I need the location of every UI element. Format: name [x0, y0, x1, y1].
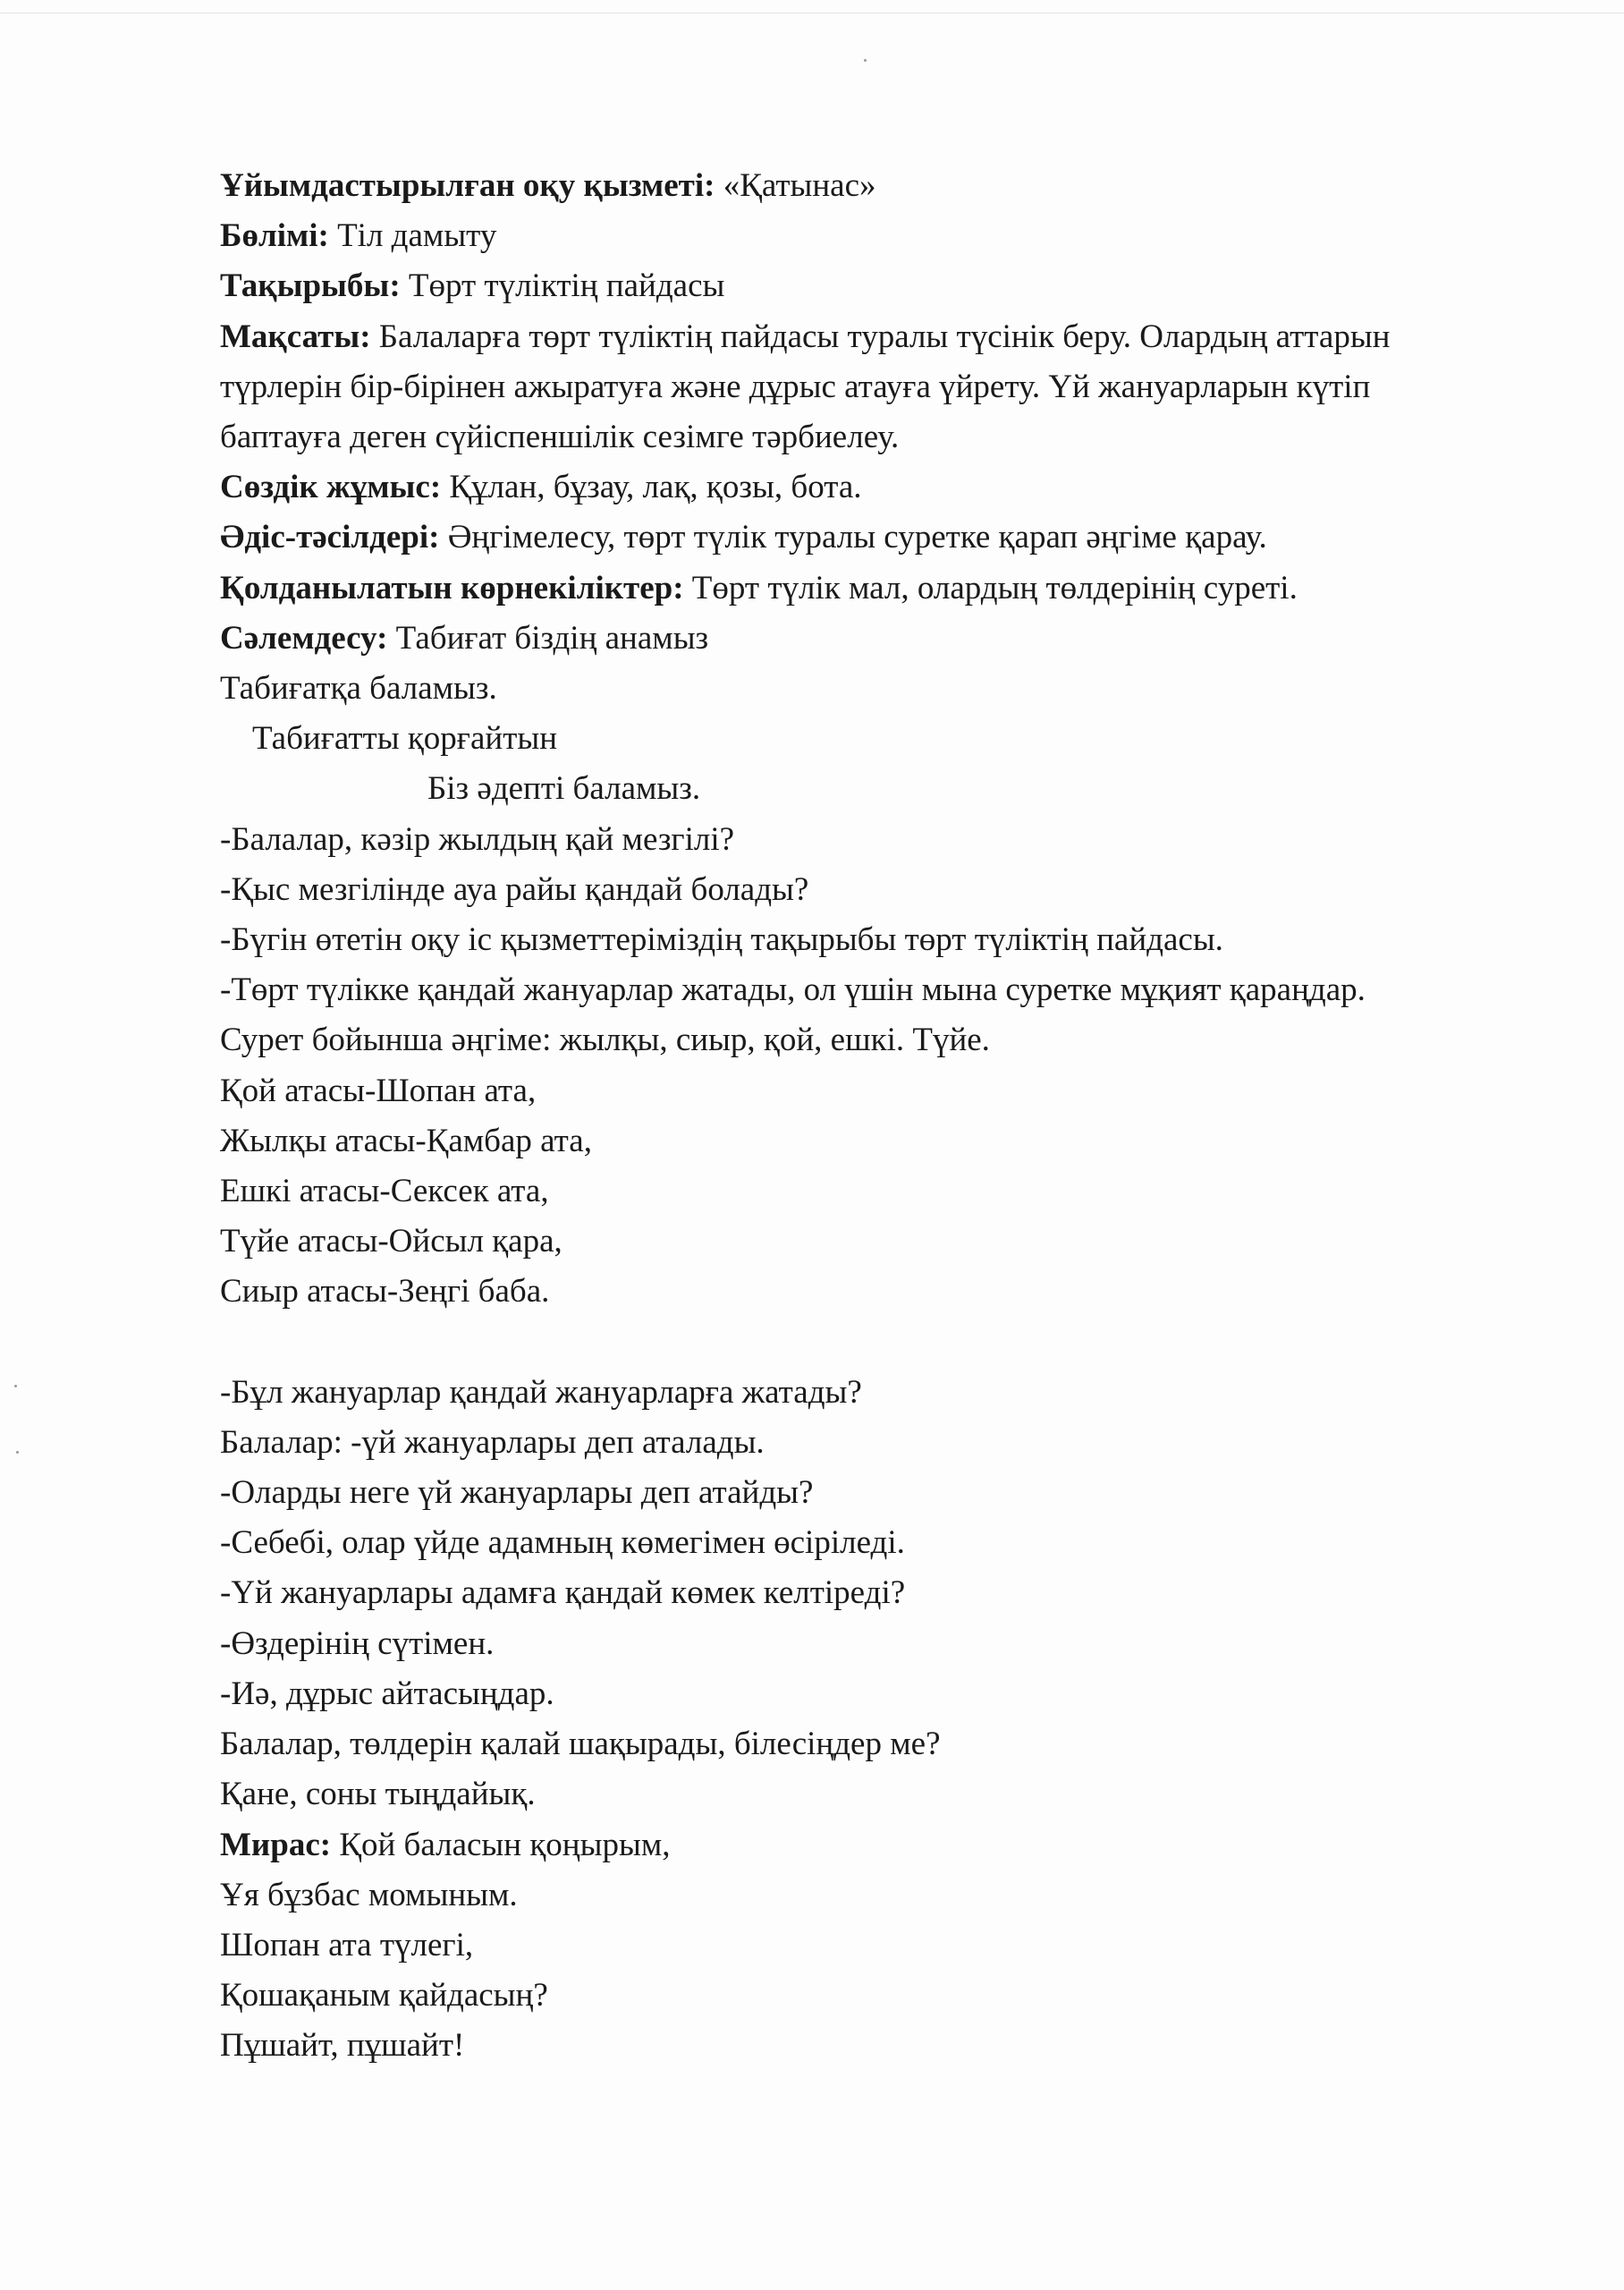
header-topic — [220, 261, 1490, 311]
dialogue-line: Ешкі атасы-Сексек ата, — [220, 1173, 549, 1210]
dialogue-line: -Төрт түлікке қандай жануарлар жатады, ол үшін мына суретке мұқият қараңдар. — [220, 971, 1366, 1009]
dialogue-line: -Өздерінің сүтімен. — [220, 1624, 495, 1662]
verse-line: Шопан ата түлегі, — [220, 1926, 474, 1963]
scan-speck — [14, 1385, 17, 1387]
dialogue-line: Қой атасы-Шопан ата, — [220, 1072, 537, 1109]
dialogue-line: Балалар: -үй жануарлары деп аталады. — [220, 1423, 765, 1461]
field-value: Құлан, бұзау, лақ, қозы, бота. — [441, 469, 862, 506]
miras-verse-first — [220, 1820, 1490, 1870]
verse-line: Ұя бұзбас момыным. — [220, 1876, 518, 1913]
dialogue-line: -Үй жануарлары адамға қандай көмек келтіреді? — [220, 1574, 906, 1612]
dialogue-line: Қане, соны тыңдайық. — [220, 1776, 536, 1813]
field-label: Қолданылатын көрнекіліктер: — [220, 569, 684, 606]
dialogue-line: -Балалар, кәзір жылдың қай мезгілі? — [220, 820, 735, 858]
dialogue-line: Балалар, төлдерін қалай шақырады, білесіңдер ме? — [220, 1726, 941, 1763]
dialogue-line: -Бұл жануарлар қандай жануарларға жатады? — [220, 1373, 862, 1411]
document-body — [220, 161, 1490, 2072]
header-activity — [220, 161, 1490, 211]
verse-text: Қой баласын қоңырым, — [331, 1826, 671, 1863]
header-vocabulary — [220, 462, 1490, 513]
field-value: «Қатынас» — [715, 167, 876, 204]
field-value: Төрт түліктің пайдасы — [400, 267, 725, 305]
scan-speck — [864, 59, 867, 62]
dialogue-line: Түйе атасы-Ойсыл қара, — [220, 1223, 562, 1260]
field-label: Ұйымдастырылған оқу қызметі: — [220, 167, 715, 204]
field-label: Бөлімі: — [220, 217, 329, 255]
dialogue-line: -Бүгін өтетін оқу іс қызметтеріміздің тақырыбы төрт түліктің пайдасы. — [220, 921, 1223, 959]
header-section — [220, 211, 1490, 261]
field-value: Төрт түлік мал, олардың төлдерінің суреті. — [683, 569, 1298, 606]
field-value: Тіл дамыту — [328, 217, 497, 255]
poem-line: Біз әдепті баламыз. — [427, 770, 701, 808]
poem-line: Табиғатқа баламыз. — [220, 670, 497, 708]
field-label: Тақырыбы: — [220, 267, 401, 305]
field-label: Сәлемдесу: — [220, 619, 388, 657]
field-value: Әңгімелесу, төрт түлік туралы суретке қарап әңгіме қарау. — [439, 519, 1267, 556]
header-goal — [220, 312, 1490, 463]
dialogue-line: -Иә, дұрыс айтасыңдар. — [220, 1675, 554, 1712]
header-visual-aids — [220, 564, 1490, 614]
field-label: Мақсаты: — [220, 318, 371, 355]
dialogue-line: Сиыр атасы-Зеңгі баба. — [220, 1273, 550, 1310]
dialogue-line: Сурет бойынша әңгіме: жылқы, сиыр, қой, ешкі. Түйе. — [220, 1022, 990, 1059]
speaker-label: Мирас: — [220, 1826, 332, 1863]
scan-speck — [16, 1451, 19, 1454]
verse-line: Пұшайт, пұшайт! — [220, 2027, 465, 2065]
verse-line: Қошақаным қайдасың? — [220, 1977, 548, 2014]
field-label: Сөздік жұмыс: — [220, 469, 442, 506]
header-methods — [220, 513, 1490, 563]
field-value: Табиғат біздің анамыз — [387, 619, 709, 657]
dialogue-line: -Оларды неге үй жануарлары деп атайды? — [220, 1474, 814, 1512]
poem-line: Табиғатты қорғайтын — [252, 720, 558, 758]
field-label: Әдіс-тәсілдері: — [220, 519, 440, 556]
field-value: Балаларға төрт түліктің пайдасы туралы түсінік беру. Олардың аттарын түрлерін бір-бірінен ажыратуға және дұрыс атауға үйрету. Үй жануарларын күтіп баптауға деген сүйіспеншілік сезімге тәрбиелеу. — [220, 318, 1391, 456]
header-greeting — [220, 614, 1490, 664]
dialogue-line: -Қыс мезгілінде ауа райы қандай болады? — [220, 870, 809, 908]
dialogue-line: Жылқы атасы-Қамбар ата, — [220, 1122, 592, 1159]
paragraph-gap — [220, 1318, 1490, 1368]
dialogue-line: -Себебі, олар үйде адамның көмегімен өсіріледі. — [220, 1524, 905, 1562]
